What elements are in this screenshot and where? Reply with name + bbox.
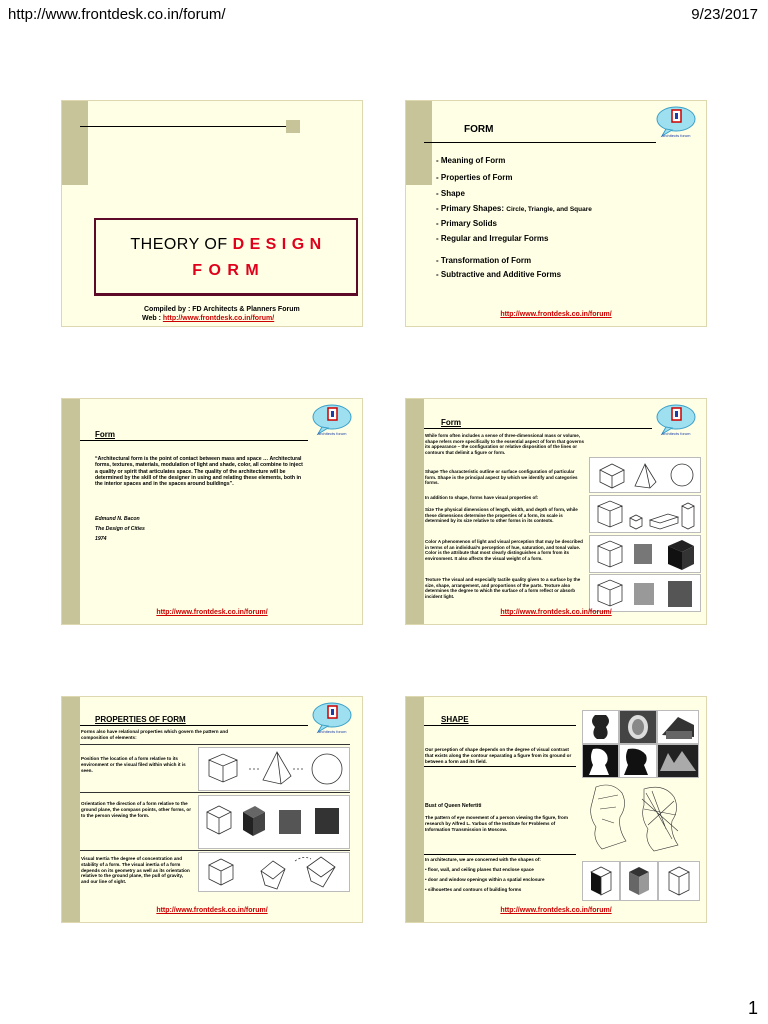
slide-accent-bar bbox=[62, 101, 88, 185]
ruins-image bbox=[657, 744, 699, 778]
inertia-text: Visual Inertia The degree of concentration and stability of a form. The visual inertia of a form depends on its geometry as well as its orientation relative to the ground plane, the pull of gravity, and our line of sight. bbox=[81, 856, 190, 885]
slide-url[interactable]: http://www.frontdesk.co.in/forum/ bbox=[500, 311, 612, 318]
slide-accent-bar bbox=[406, 697, 424, 922]
slide-accent-bar bbox=[62, 697, 80, 922]
bust-caption: Bust of Queen Nefertiti bbox=[425, 803, 482, 809]
quote-author: Edmund N. Bacon bbox=[95, 516, 140, 522]
paragraph: The pattern of eye movement of a person viewing the figure, from research by Alfred L. Yarbus of the Institute for Problems of Information Transmission in Moscow. bbox=[425, 815, 568, 832]
slide-1 bbox=[62, 101, 362, 326]
menu-item: - Meaning of Form bbox=[436, 156, 506, 165]
divider-line bbox=[80, 440, 308, 441]
quote-text: “Architectural form is the point of contact between mass and space … Architectural forms, textures, materials, modulation of light and shade, color, all combine to inject a quality or spirit that articulates space. The quality of the architecture will be determined by the skill of the designer in using and relating these elements, both in the interior spaces and in the spaces around buildings”. bbox=[95, 456, 303, 488]
cube-image-3 bbox=[658, 861, 700, 901]
slide-title: Form bbox=[441, 418, 461, 427]
paragraph: While form often includes a sense of three-dimensional mass or volume, shape refers more specifically to the essential aspect of form that governs its appearance – the configuration or relative disposition of the lines or contours that delimit a figure or form. bbox=[425, 433, 585, 455]
slide-2 bbox=[406, 101, 706, 326]
slide-4 bbox=[406, 399, 706, 624]
slide-url[interactable]: http://www.frontdesk.co.in/forum/ bbox=[156, 609, 268, 616]
menu-item: - Primary Solids bbox=[436, 219, 497, 228]
slide-title: Form bbox=[95, 430, 115, 439]
face-image bbox=[619, 710, 657, 744]
quote-year: 1974 bbox=[95, 536, 107, 542]
menu-item: - Regular and Irregular Forms bbox=[436, 234, 549, 243]
paragraph: Shape The characteristic outline or surface configuration of particular form. Shape is the principal aspect by which we identify and categories forms. bbox=[425, 469, 578, 486]
size-figure bbox=[589, 495, 701, 533]
slide-title: FORM bbox=[464, 124, 494, 135]
slide-url[interactable]: http://www.frontdesk.co.in/forum/ bbox=[156, 907, 268, 914]
inertia-figure bbox=[198, 852, 350, 892]
vase-image bbox=[582, 710, 619, 744]
slide-title: SHAPE bbox=[441, 715, 469, 724]
slide-title-prefix: THEORY OF bbox=[130, 236, 233, 253]
bullet-item: • door and window openings within a spatial enclosure bbox=[425, 877, 545, 882]
menu-item: - Properties of Form bbox=[436, 173, 513, 182]
quote-book: The Design of Cities bbox=[95, 526, 145, 532]
menu-item: - Subtractive and Additive Forms bbox=[436, 270, 562, 279]
slide-title-highlight: D E S I G N bbox=[232, 236, 322, 253]
web-label: Web : bbox=[142, 315, 163, 322]
menu-item-detail: Circle, Triangle, and Square bbox=[506, 206, 592, 213]
slide-url[interactable]: http://www.frontdesk.co.in/forum/ bbox=[500, 609, 612, 616]
cube-image-1 bbox=[582, 861, 620, 901]
paragraph: In addition to shape, forms have visual properties of: bbox=[425, 495, 539, 500]
logo-text: Architects forum bbox=[661, 133, 691, 138]
paragraph: Our perception of shape depends on the degree of visual contrast that exists along the contour separating a figure from its ground or between a form and its field. bbox=[425, 747, 572, 764]
slide-title-line2: F O R M bbox=[192, 262, 260, 279]
slide-accent-bar bbox=[406, 101, 432, 185]
slide-3 bbox=[62, 399, 362, 624]
slide-accent-bar bbox=[406, 399, 424, 624]
divider-line bbox=[80, 850, 350, 851]
texture-figure bbox=[589, 574, 701, 612]
forum-logo bbox=[308, 403, 354, 439]
bullet-item: • silhouettes and contours of building forms bbox=[425, 887, 522, 892]
building-image bbox=[657, 710, 699, 744]
position-figure bbox=[198, 747, 350, 791]
paragraph: Color A phenomenon of light and visual perception that may be described in terms of an individual’s perception of hue, saturation, and tonal value. Color is the attribute that most clearly distinguishes a form from its environment. It also affects the visual weight of a form. bbox=[425, 539, 583, 561]
cube-image-2 bbox=[620, 861, 658, 901]
silhouette-image-1 bbox=[582, 744, 619, 778]
orientation-figure bbox=[198, 795, 350, 849]
logo-text: Architects forum bbox=[317, 431, 347, 436]
menu-item: - Primary Shapes: bbox=[436, 204, 507, 213]
divider-block bbox=[286, 120, 300, 133]
intro-text: Forms also have relational properties which govern the pattern and composition of elements: bbox=[81, 729, 229, 740]
bullet-item: • floor, wall, and ceiling planes that enclose space bbox=[425, 867, 534, 872]
divider-line bbox=[424, 428, 652, 429]
menu-item: - Transformation of Form bbox=[436, 256, 532, 265]
slide-5 bbox=[62, 697, 362, 922]
divider-line bbox=[424, 142, 656, 143]
page-number: 1 bbox=[747, 998, 758, 1018]
color-figure bbox=[589, 535, 701, 573]
title-box bbox=[94, 218, 358, 296]
paragraph: In architecture, we are concerned with the shapes of: bbox=[425, 857, 541, 862]
page-url[interactable]: http://www.frontdesk.co.in/forum/ bbox=[8, 6, 226, 23]
slide-6 bbox=[406, 697, 706, 922]
forum-logo bbox=[652, 403, 698, 439]
paragraph: Size The physical dimensions of length, width, and depth of form, while these dimensions determine the properties of a form, its scale is determined by its size relative to other forms in its contexts. bbox=[425, 507, 578, 524]
forum-logo bbox=[652, 105, 698, 141]
divider-line bbox=[424, 854, 576, 855]
slide-title: PROPERTIES OF FORM bbox=[95, 715, 186, 724]
logo-text: Architects forum bbox=[317, 729, 347, 734]
logo-text: Architects forum bbox=[661, 431, 691, 436]
paragraph: Texture The visual and especially tactile quality given to a surface by the size, shape, arrangement, and proportions of the parts. Texture also determines the degree to which the surface of a form reflect or absorb incident light. bbox=[425, 577, 581, 599]
shape-figure bbox=[589, 457, 701, 493]
web-link[interactable]: http://www.frontdesk.co.in/forum/ bbox=[162, 315, 275, 322]
divider-line bbox=[80, 792, 350, 793]
forum-logo bbox=[308, 701, 354, 737]
nefertiti-sketch bbox=[582, 779, 698, 857]
slide-accent-bar bbox=[62, 399, 80, 624]
position-text: Position The location of a form relative to its environment or the visual filed within which it is seen. bbox=[81, 756, 186, 773]
silhouette-image-2 bbox=[619, 744, 657, 778]
compiled-by: Compiled by : FD Architects & Planners Forum bbox=[144, 306, 300, 313]
divider-line bbox=[424, 725, 576, 726]
divider-line bbox=[80, 126, 286, 127]
divider-line bbox=[80, 725, 308, 726]
page-date: 9/23/2017 bbox=[691, 6, 758, 23]
divider-line bbox=[80, 744, 350, 745]
orientation-text: Orientation The direction of a form relative to the ground plane, the compass points, other forms, or to the person viewing the form. bbox=[81, 801, 192, 818]
menu-item: - Shape bbox=[436, 189, 465, 198]
divider-line bbox=[424, 766, 576, 767]
slide-url[interactable]: http://www.frontdesk.co.in/forum/ bbox=[500, 907, 612, 914]
